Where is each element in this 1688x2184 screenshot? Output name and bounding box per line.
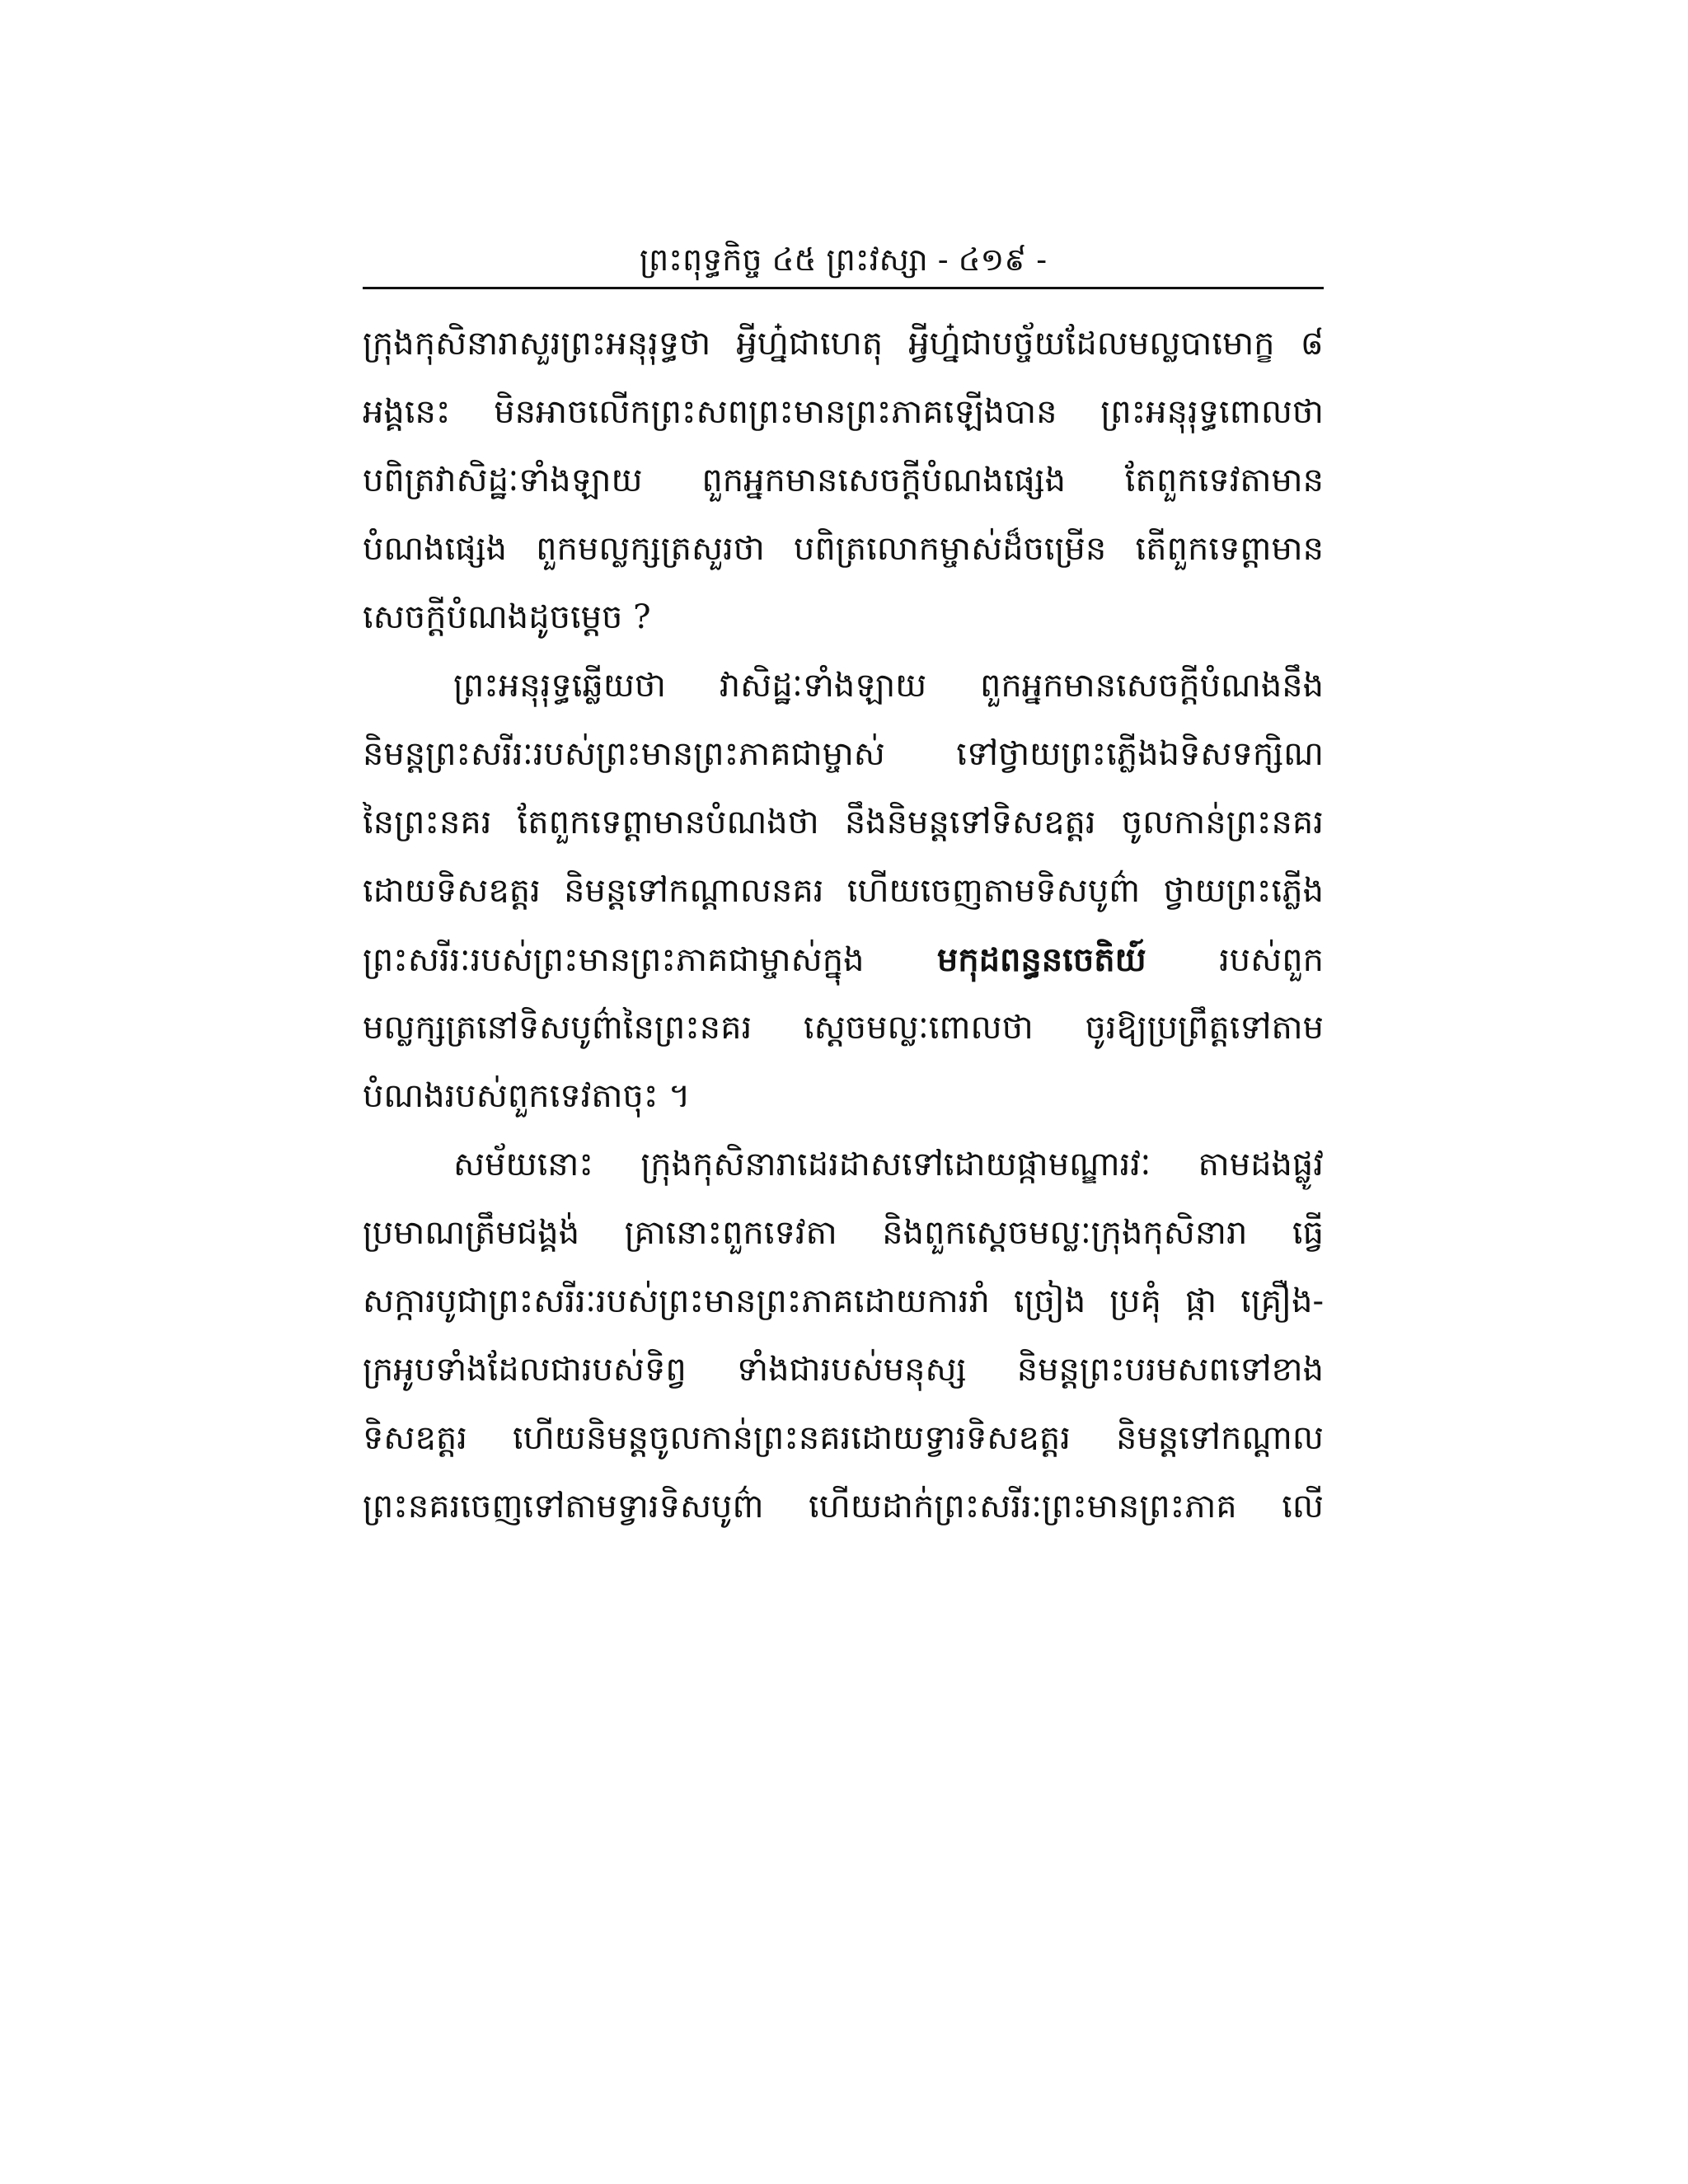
text-line: ប្រមាណត្រឹមជង្គង់ គ្រានោះពួកទេវតា និងពួកស្តេចមល្លៈក្រុងកុសិនារា ធ្វើ	[363, 1214, 1324, 1252]
text-line: ក្រអូបទាំងដែលជារបស់ទិព្វ ទាំងជារបស់មនុស្ស និមន្តព្រះបរមសពទៅខាង	[363, 1351, 1324, 1389]
paragraph-2	[363, 652, 1324, 1131]
text-line: ព្រះអនុរុទ្ធឆ្លើយថា វាសិដ្ឋៈទាំងឡាយ ពួកអ្នកមានសេចក្តីបំណងនឹង	[453, 667, 1324, 705]
text-line: មល្លក្សត្រនៅទិសបូព៌ានៃព្រះនគរ ស្តេចមល្លៈពោលថា ចូរឱ្យប្រព្រឹត្តទៅតាម	[363, 1009, 1324, 1047]
text-line: ទិសឧត្តរ ហើយនិមន្តចូលកាន់ព្រះនគរដោយទ្វារទិសឧត្តរ និមន្តទៅកណ្តាល	[363, 1419, 1324, 1457]
header-divider	[363, 287, 1324, 289]
text-line: បំណងផ្សេង ពួកមល្លក្សត្រសួរថា បពិត្រលោកម្ចាស់ដ៏ចម្រើន តើពួកទេព្តាមាន	[363, 530, 1324, 568]
text-segment: របស់ពួក	[1219, 941, 1324, 979]
text-line: សេចក្តីបំណងដូចម្តេច ?	[363, 598, 651, 636]
text-line: ព្រះនគរចេញទៅតាមទ្វារទិសបូព៌ា ហើយដាក់ព្រះសរីរៈព្រះមានព្រះភាគ លើ	[363, 1488, 1324, 1526]
text-line: និមន្តព្រះសរីរៈរបស់ព្រះមានព្រះភាគជាម្ចាស់ ទៅថ្វាយព្រះភ្លើងឯទិសទក្សិណ	[363, 735, 1324, 773]
text-line: សម័យនោះ ក្រុងកុសិនារាដេរដាសទៅដោយផ្កាមណ្ឌារវៈ តាមដងផ្លូវ	[453, 1146, 1324, 1183]
bold-term: មកុដពន្ធនចេតិយ៍	[936, 940, 1146, 979]
text-line: បពិត្រវាសិដ្ឋៈទាំងឡាយ ពួកអ្នកមានសេចក្តីបំណងផ្សេង តែពួកទេវតាមាន	[363, 462, 1324, 499]
page-header: ព្រះពុទ្ធកិច្ច ៤៥ ព្រះវស្សា - ៤១៩ -	[639, 241, 1048, 278]
page-body	[363, 310, 1324, 1541]
text-line: ក្រុងកុសិនារាសួរព្រះអនុរុទ្ធថា អ្វីហ្ន៎ជាហេតុ អ្វីហ្ន៎ជាបច្ច័យដែលមល្លបាមោក្ខ ៨	[363, 325, 1324, 363]
text-line: បំណងរបស់ពួកទេវតាចុះ ។	[363, 1077, 691, 1115]
paragraph-3	[363, 1131, 1324, 1541]
text-line: សក្ការបូជាព្រះសរីរៈរបស់ព្រះមានព្រះភាគដោយការរាំ ច្រៀង ប្រគុំ ផ្កា គ្រឿង-	[363, 1282, 1324, 1320]
text-line-with-bold	[363, 926, 1324, 994]
paragraph-1	[363, 310, 1324, 652]
text-line: អង្គនេះ មិនអាចលើកព្រះសពព្រះមានព្រះភាគឡើងបាន ព្រះអនុរុទ្ធពោលថា	[363, 393, 1324, 431]
text-segment: ព្រះសរីរៈរបស់ព្រះមានព្រះភាគជាម្ចាស់ក្នុង	[363, 941, 865, 979]
text-line: នៃព្រះនគរ តែពួកទេព្តាមានបំណងថា នឹងនិមន្តទៅទិសឧត្តរ ចូលកាន់ព្រះនគរ	[363, 804, 1324, 841]
text-line: ដោយទិសឧត្តរ និមន្តទៅកណ្តាលនគរ ហើយចេញតាមទិសបូព៌ា ថ្វាយព្រះភ្លើង	[363, 872, 1324, 910]
